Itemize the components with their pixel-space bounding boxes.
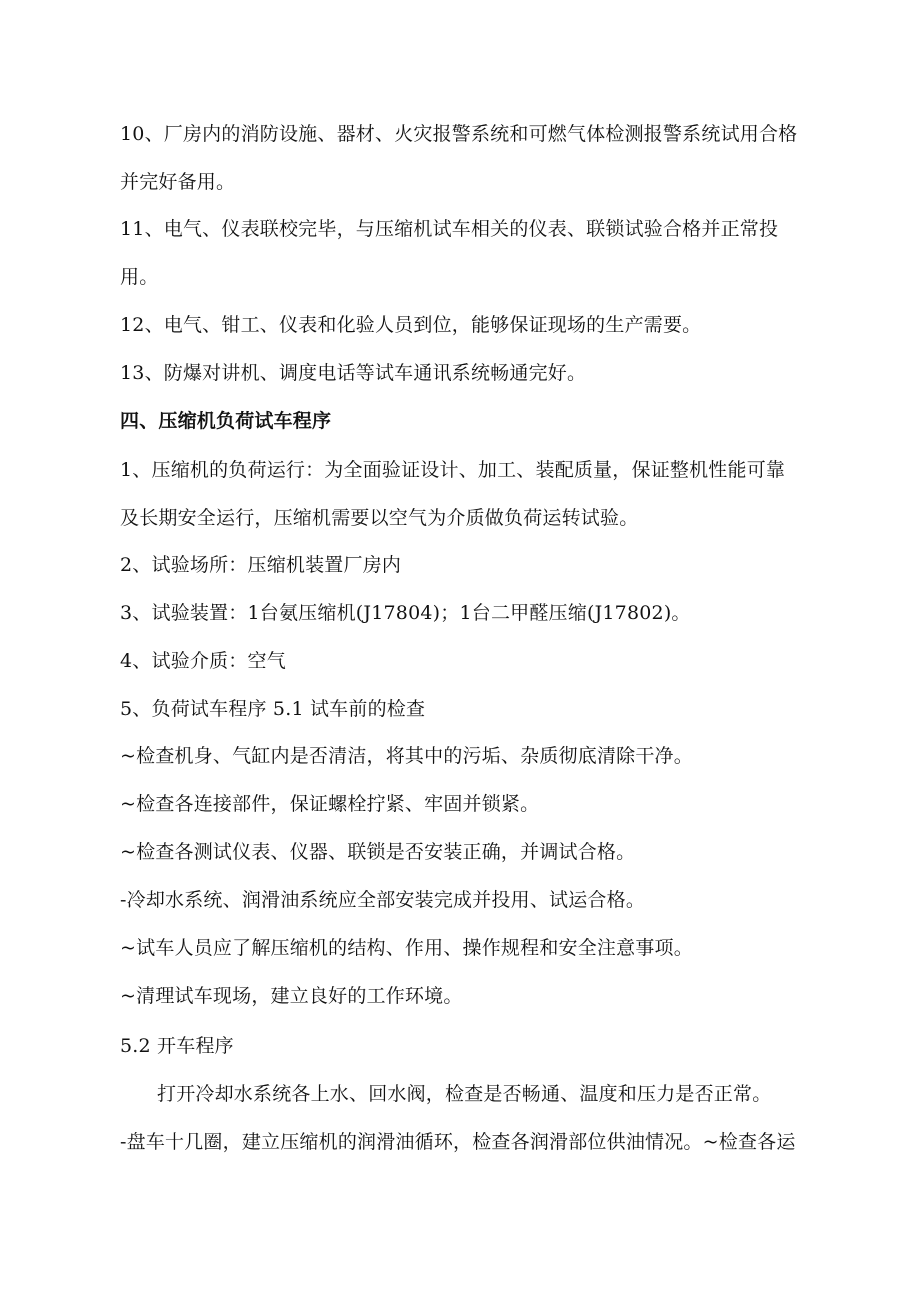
checklist-item: ~清理试车现场，建立良好的工作环境。 [120, 985, 463, 1007]
section-heading: 四、压缩机负荷试车程序 [120, 410, 332, 432]
paragraph-line: 3、试验装置：1台氨压缩机(J17804)；1台二甲醛压缩(J17802)。 [120, 602, 691, 624]
paragraph-line: 5、负荷试车程序 5.1 试车前的检查 [120, 698, 426, 720]
checklist-item: ~检查机身、气缸内是否清洁，将其中的污垢、杂质彻底清除干净。 [120, 745, 693, 767]
paragraph-line: 及长期安全运行，压缩机需要以空气为介质做负荷运转试验。 [120, 507, 639, 529]
paragraph-line: 1、压缩机的负荷运行：为全面验证设计、加工、装配质量，保证整机性能可靠 [120, 459, 786, 481]
paragraph-line: 用。 [120, 266, 159, 288]
checklist-item: ~检查各测试仪表、仪器、联锁是否安装正确，并调试合格。 [120, 841, 636, 863]
checklist-item: -冷却水系统、润滑油系统应全部安装完成并投用、试运合格。 [120, 889, 646, 911]
subsection-heading: 5.2 开车程序 [120, 1035, 234, 1057]
paragraph-line: 10、厂房内的消防设施、器材、火灾报警系统和可燃气体检测报警系统试用合格 [120, 123, 798, 145]
checklist-item: ~试车人员应了解压缩机的结构、作用、操作规程和安全注意事项。 [120, 937, 693, 959]
paragraph-line: 12、电气、钳工、仪表和化验人员到位，能够保证现场的生产需要。 [120, 314, 702, 336]
paragraph-line: 2、试验场所：压缩机装置厂房内 [120, 554, 402, 576]
paragraph-line: 4、试验介质：空气 [120, 650, 286, 672]
paragraph-line: -盘车十几圈，建立压缩机的润滑油循环，检查各润滑部位供油情况。~检查各运 [120, 1131, 796, 1153]
paragraph-line: 打开冷却水系统各上水、回水阀，检查是否畅通、温度和压力是否正常。 [157, 1083, 772, 1105]
paragraph-line: 11、电气、仪表联校完毕，与压缩机试车相关的仪表、联锁试验合格并正常投 [120, 218, 779, 240]
checklist-item: ~检查各连接部件，保证螺栓拧紧、牢固并锁紧。 [120, 793, 540, 815]
paragraph-line: 13、防爆对讲机、调度电话等试车通讯系统畅通完好。 [120, 362, 587, 384]
paragraph-line: 并完好备用。 [120, 171, 236, 193]
